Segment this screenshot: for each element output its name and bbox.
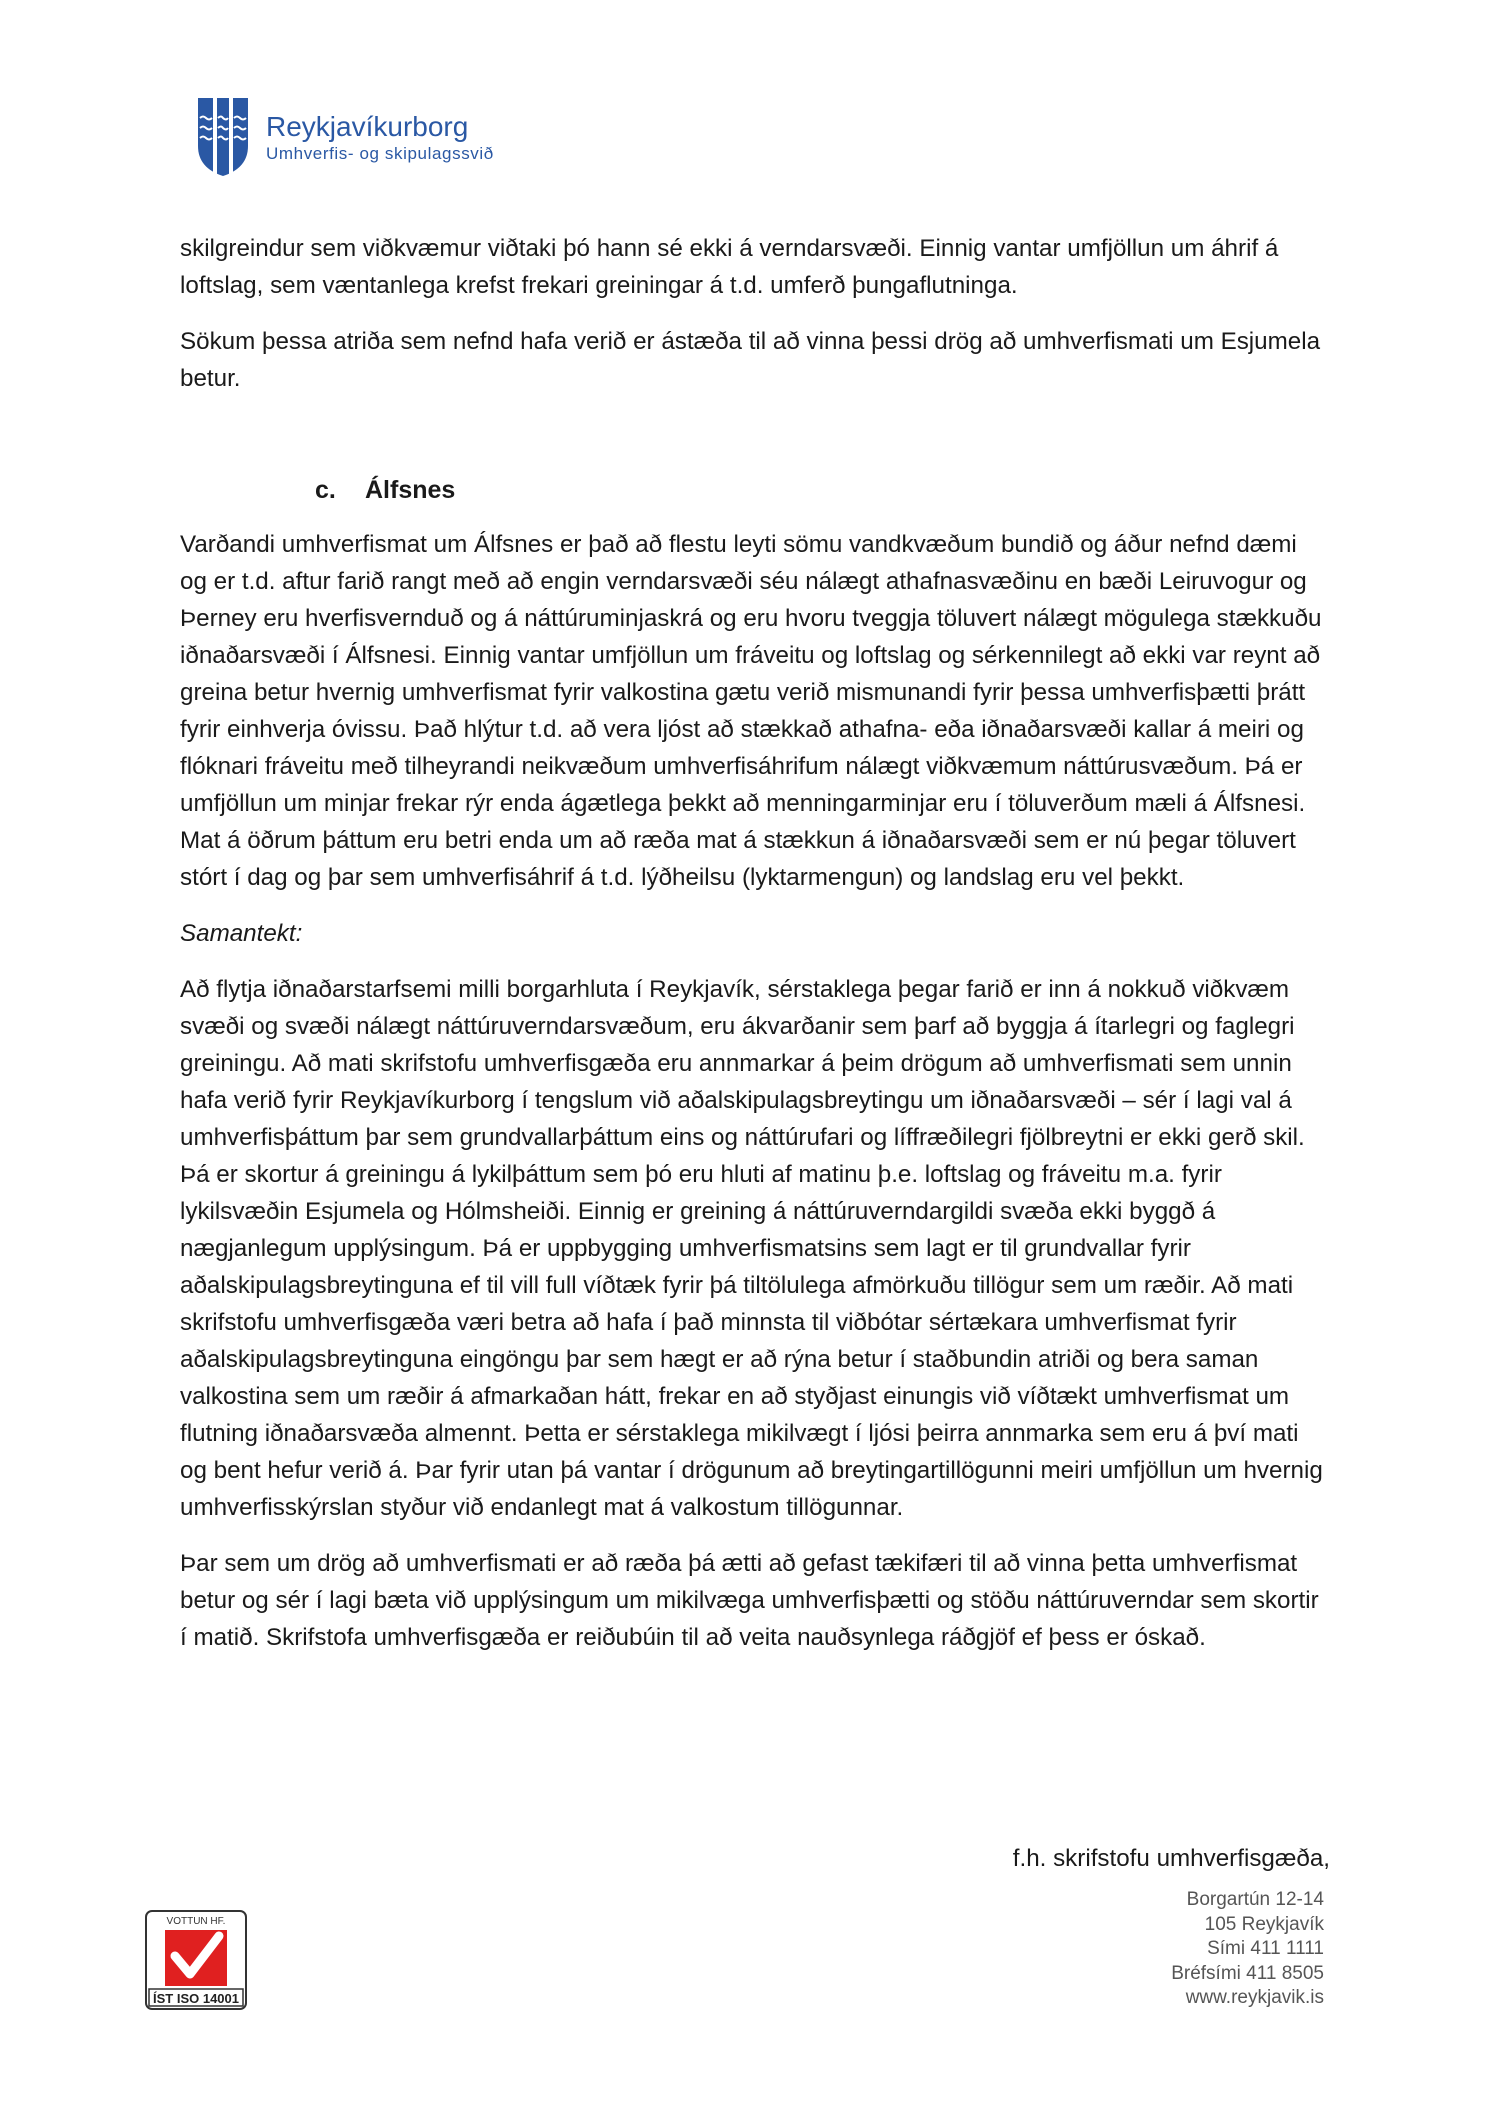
- paragraph-4: Að flytja iðnaðarstarfsemi milli borgarhluta í Reykjavík, sérstaklega þegar farið er inn á nokkuð viðkvæm svæði og svæði nálægt náttúruverndarsvæðum, eru ákvarðanir sem þarf að byggja á ítarlegri og faglegri greiningu. Að mati skrifstofu umhverfisgæða eru annmarkar á þeim drögum að umhverfismati sem unnin hafa verið fyrir Reykjavíkurborg í tengslum við aðalskipulagsbreytingu um iðnaðarsvæði – sér í lagi val á umhverfisþáttum þar sem grundvallarþáttum eins og náttúrufari og líffræðilegri fjölbreytni er ekki gerð skil. Þá er skortur á greiningu á lykilþáttum sem þó eru hluti af matinu þ.e. loftslag og fráveitu m.a. fyrir lykilsvæðin Esjumela og Hólmsheiði. Einnig er greining á náttúruverndargildi svæða ekki byggð á nægjanlegum upplýsingum. Þá er uppbygging umhverfismatsins sem lagt er til grundvallar fyrir aðalskipulagsbreytinguna ef til vill full víðtæk fyrir þá tiltölulega afmörkuðu tillögur sem um ræðir. Að mati skrifstofu umhverfisgæða væri betra að hafa í það minnsta til viðbótar sértækara umhverfismat fyrir aðalskipulagsbreytinguna eingöngu þar sem hægt er að rýna betur í staðbundin atriði og bera saman valkostina sem um ræðir á afmarkaðan hátt, frekar en að styðjast einungis við víðtækt umhverfismat um flutning iðnaðarsvæða almennt. Þetta er sérstaklega mikilvægt í ljósi þeirra annmarka sem eru á því mati og bent hefur verið á. Þar fyrir utan þá vantar í drögunum að breytingartillögunni meiri umfjöllun um hvernig umhverfisskýrslan styður við endanlegt mat á valkostum tillögunnar.: [180, 976, 1323, 1521]
- address-street: Borgartún 12-14: [1186, 1889, 1324, 1910]
- website-link[interactable]: www.reykjavik.is: [1185, 1987, 1324, 2008]
- signature-line: f.h. skrifstofu umhverfisgæða,: [1012, 1845, 1330, 1872]
- header-text: [266, 110, 494, 164]
- header-logo: [196, 96, 494, 178]
- paragraph-5: Þar sem um drög að umhverfismati er að ræða þá ætti að gefast tækifæri til að vinna þetta umhverfismat betur og sér í lagi bæta við upplýsingum um mikilvæga umhverfisþætti og stöðu náttúruverndar sem skortir í matið. Skrifstofa umhverfisgæða er reiðubúin til að veita nauðsynlega ráðgjöf ef þess er óskað.: [180, 1550, 1319, 1651]
- section-heading: [315, 472, 1330, 508]
- footer-address: [1171, 1888, 1324, 2011]
- badge-top-label: VOTTUN HF.: [166, 1916, 226, 1927]
- section-title: Álfsnes: [365, 476, 456, 504]
- phone-number: Sími 411 1111: [1207, 1938, 1324, 1959]
- paragraph-1: skilgreindur sem viðkvæmur viðtaki þó hann sé ekki á verndarsvæði. Einnig vantar umfjöllun um áhrif á loftslag, sem væntanlega krefst frekari greiningar á t.d. umferð þungaflutninga.: [180, 235, 1279, 299]
- badge-bottom-label: ÍST ISO 14001: [153, 1991, 239, 2006]
- paragraph-3: Varðandi umhverfismat um Álfsnes er það að flestu leyti sömu vandkvæðum bundið og áður nefnd dæmi og er t.d. aftur farið rangt með að engin verndarsvæði séu nálægt athafnasvæðinu en bæði Leiruvogur og Þerney eru hverfisvernduð og á náttúruminjaskrá og eru hvoru tveggja töluvert nálægt mögulega stækkuðu iðnaðarsvæði í Álfsnesi. Einnig vantar umfjöllun um fráveitu og loftslag og sérkennilegt að ekki var reynt að greina betur hvernig umhverfismat fyrir valkostina gætu verið mismunandi fyrir þessa umhverfisþætti þrátt fyrir einhverja óvissu. Það hlýtur t.d. að vera ljóst að stækkað athafna- eða iðnaðarsvæði kallar á meiri og flóknari fráveitu með tilheyrandi neikvæðum umhverfisáhrifum nálægt viðkvæmum náttúrusvæðum. Þá er umfjöllun um minjar frekar rýr enda ágætlega þekkt að menningarminjar eru í töluverðum mæli á Álfsnesi. Mat á öðrum þáttum eru betri enda um að ræða mat á stækkun á iðnaðarsvæði sem er nú þegar töluvert stórt í dag og þar sem umhverfisáhrif á t.d. lýðheilsu (lyktarmengun) og landslag eru vel þekkt.: [180, 531, 1322, 891]
- summary-heading: Samantekt:: [180, 920, 303, 947]
- department-name: Umhverfis- og skipulagssvið: [266, 144, 494, 163]
- document-body: [180, 230, 1330, 1675]
- spacer: [180, 416, 1330, 472]
- org-name: Reykjavíkurborg: [266, 111, 469, 142]
- section-number: c.: [315, 476, 336, 504]
- reykjavik-shield-logo: [196, 96, 250, 178]
- fax-number: Bréfsími 411 8505: [1171, 1962, 1324, 1984]
- iso-14001-badge: [145, 1910, 247, 2010]
- paragraph-2: Sökum þessa atriða sem nefnd hafa verið er ástæða til að vinna þessi drög að umhverfismati um Esjumela betur.: [180, 328, 1321, 392]
- address-city: 105 Reykjavík: [1204, 1913, 1324, 1935]
